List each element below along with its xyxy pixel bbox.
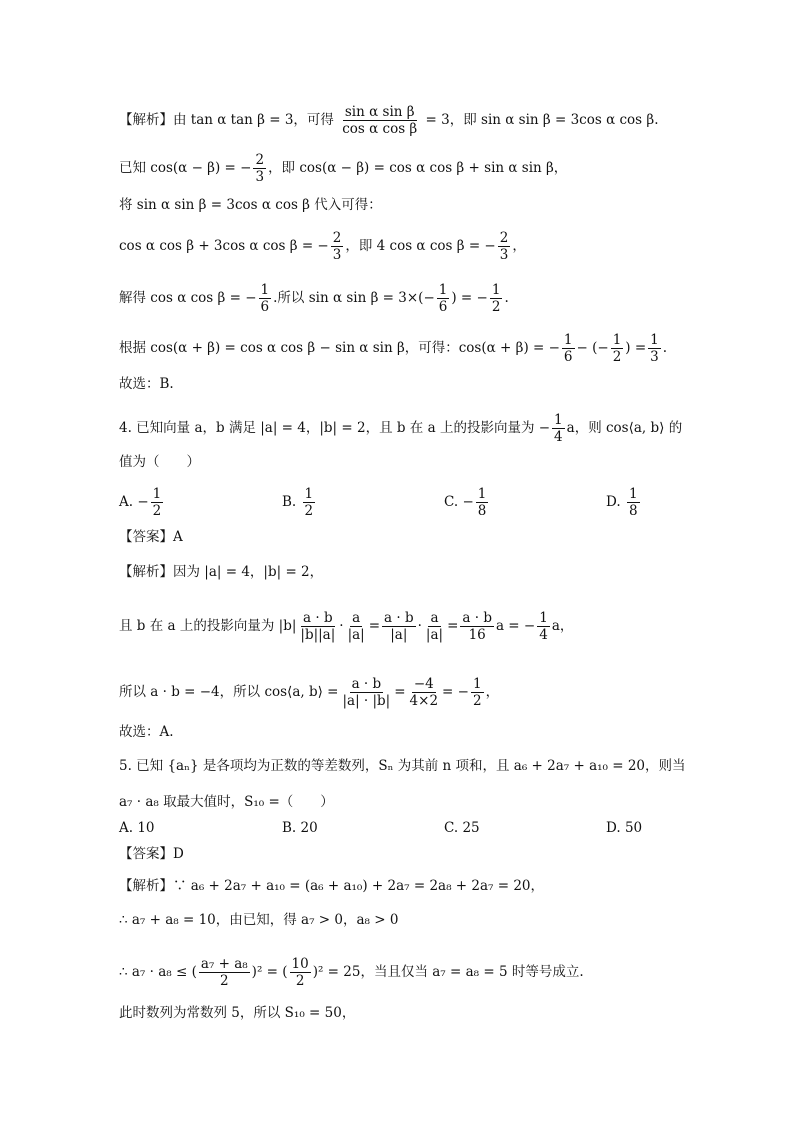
q3-solution-line-1: 【解析】由 tan α tan β = 3，可得 $\frac{\text{sin α sin β}}{\text{cos α cos β}}$ = 3，即 sin α sin β = 3cos α cos β.: [119, 104, 659, 137]
q4-solution-line-3: 所以 a · b = −4，所以 cos⟨a, b⟩ = $\frac{a \cdot b}{|a| \cdot |b|}$ = $\frac{-4}{4\times 2}$ = − $\frac{1}{2}$ ，: [119, 676, 500, 709]
fraction: $\frac{2}{3}$: [499, 230, 509, 263]
fraction: $\frac{a}{|a|}$: [347, 610, 365, 643]
fraction: $\frac{1}{2}$: [152, 486, 162, 519]
fraction: $\frac{1}{6}$: [260, 282, 270, 315]
q5-option-c[interactable]: C. 25: [444, 820, 480, 836]
fraction: $\frac{1}{6}$: [438, 282, 448, 315]
q3-answer-line: 故选：B.: [119, 376, 174, 392]
q4-stem-line-2: 值为（ ）: [119, 454, 200, 470]
fraction: $\frac{1}{2}$: [304, 486, 314, 519]
fraction: $\frac{1}{3}$: [650, 332, 659, 365]
q3-solution-line-6: 根据 cos(α + β) = cos α cos β − sin α sin β，可得：cos(α + β) = − $\frac{1}{6}$ − (− $\frac{1}{2}$ ) = $\frac{1}{3}$ .: [119, 332, 668, 365]
fraction: $\frac{\text{a₇ + a₈}}{2}$: [200, 956, 248, 989]
fraction: $\frac{1}{2}$: [491, 282, 501, 315]
q5-option-b[interactable]: B. 20: [282, 820, 318, 836]
q3-solution-line-2: 已知 cos(α − β) = − $\frac{2}{3}$ ，即 cos(α − β) = cos α cos β + sin α sin β，: [119, 152, 568, 185]
q5-option-d[interactable]: D. 50: [606, 820, 643, 836]
q5-solution-line-2: ∴ a₇ + a₈ = 10，由已知，得 a₇ > 0，a₈ > 0: [119, 912, 399, 928]
q4-option-c[interactable]: C. − $\frac{1}{8}$: [444, 486, 487, 519]
q3-solution-line-3: 将 sin α sin β = 3cos α cos β 代入可得：: [119, 197, 382, 213]
fraction: $\frac{a \cdot b}{|b||a|}$: [300, 610, 336, 643]
fraction: $\frac{1}{2}$: [472, 676, 482, 709]
fraction: $\frac{1}{4}$: [539, 610, 548, 643]
q4-answer-line: 故选：A.: [119, 724, 174, 740]
fraction: $\frac{a \cdot b}{|a| \cdot |b|}$: [342, 676, 391, 709]
fraction: $\frac{2}{3}$: [255, 152, 265, 185]
fraction: $\frac{a \cdot b}{|a|}$: [384, 610, 414, 643]
fraction: $\frac{10}{2}$: [291, 956, 309, 989]
q5-stem-line-2: a₇ · a₈ 取最大值时，S₁₀ =（ ）: [119, 794, 334, 810]
fraction: $\frac{1}{8}$: [628, 486, 638, 519]
fraction: $\frac{1}{2}$: [612, 332, 622, 365]
fraction: $\frac{a}{|a|}$: [425, 610, 444, 643]
q4-solution-line-1: 【解析】因为 |a| = 4，|b| = 2，: [119, 564, 324, 580]
fraction: $\frac{1}{4}$: [554, 412, 563, 445]
fraction: $\frac{\text{sin α sin β}}{\text{cos α cos β}}$: [342, 104, 418, 137]
q5-solution-line-4: 此时数列为常数列 5，所以 S₁₀ = 50，: [119, 1005, 356, 1021]
q5-solution-line-3: ∴ a₇ · a₈ ≤ ( $\frac{\text{a₇ + a₈}}{2}$ )² = ( $\frac{10}{2}$ )² = 25，当且仅当 a₇ = a₈ = 5 时等号成立.: [119, 956, 584, 989]
fraction: $\frac{a \cdot b}{16}$: [462, 610, 492, 643]
jiexi-tag: 【解析】: [119, 112, 173, 128]
q4-answer: 【答案】A: [119, 529, 183, 545]
q3-solution-line-5: 解得 cos α cos β = − $\frac{1}{6}$ .所以 sin α sin β = 3×(− $\frac{1}{6}$ ) = − $\frac{1}{2}$ .: [119, 282, 509, 315]
q4-option-d[interactable]: D. $\frac{1}{8}$: [606, 486, 638, 519]
fraction: $\frac{1}{8}$: [477, 486, 487, 519]
q5-solution-line-1: 【解析】∵ a₆ + 2a₇ + a₁₀ = (a₆ + a₁₀) + 2a₇ = 2a₈ + 2a₇ = 20，: [119, 878, 545, 894]
fraction: $\frac{1}{6}$: [563, 332, 573, 365]
fraction: $\frac{2}{3}$: [332, 230, 342, 263]
q5-answer: 【答案】D: [119, 846, 184, 862]
q5-stem-line-1: 5. 已知 {aₙ} 是各项均为正数的等差数列，Sₙ 为其前 n 项和，且 a₆ + 2a₇ + a₁₀ = 20，则当: [119, 758, 686, 774]
q3-solution-line-4: cos α cos β + 3cos α cos β = − $\frac{2}{3}$ ，即 4 cos α cos β = − $\frac{2}{3}$ ，: [119, 230, 526, 263]
q4-solution-line-2: 且 b 在 a 上的投影向量为 |b| $\frac{a \cdot b}{|b||a|}$ · $\frac{a}{|a|}$ = $\frac{a \cdot b}{|a|}$ · $\frac{a}{|a|}$ = $\frac{a \cdot b}{16}$ a = − $\frac{1}{4}$ a，: [119, 610, 574, 643]
q4-stem-line-1: 4. 已知向量 a，b 满足 |a| = 4，|b| = 2，且 b 在 a 上的投影向量为 − $\frac{1}{4}$ a，则 cos⟨a, b⟩ 的: [119, 412, 683, 445]
fraction: $\frac{-4}{4\times 2}$: [409, 676, 439, 709]
q5-option-a[interactable]: A. 10: [119, 820, 155, 836]
q4-option-b[interactable]: B. $\frac{1}{2}$: [282, 486, 314, 519]
q4-option-a[interactable]: A. − $\frac{1}{2}$: [119, 486, 162, 519]
